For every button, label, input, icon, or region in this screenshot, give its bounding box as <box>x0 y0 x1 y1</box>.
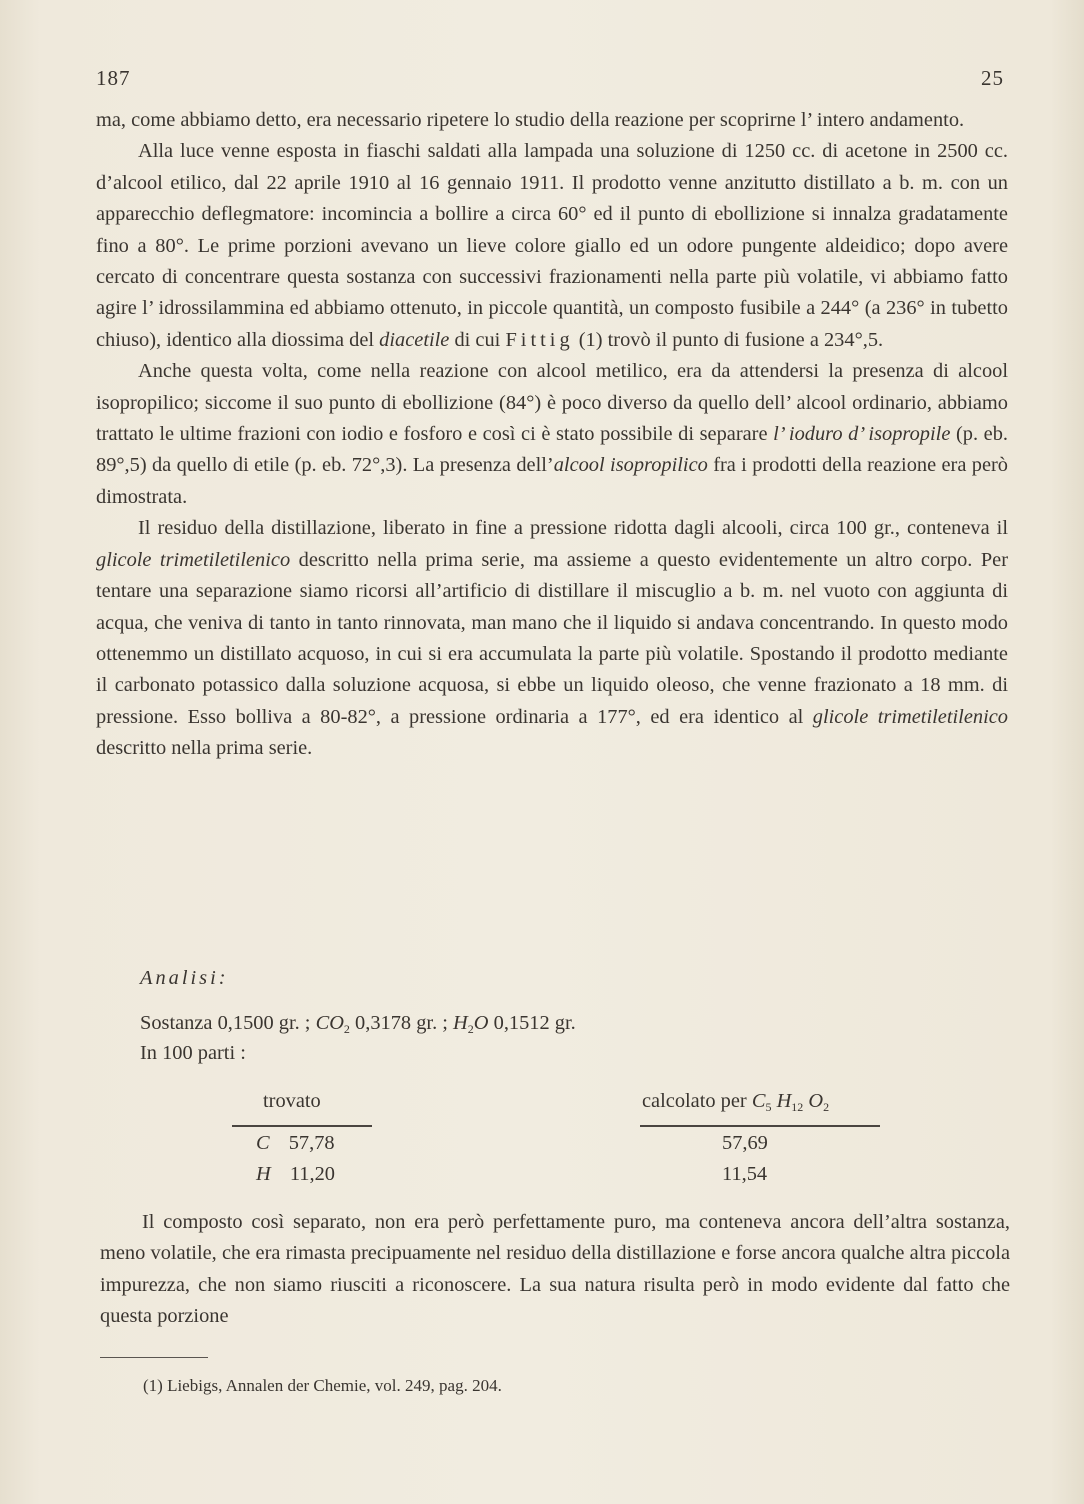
paragraph-4: Il residuo della distillazione, liberato in fine a pressione ridotta dagli alcooli, circa 100 gr., conteneva il glicole trimetiletilenico descritto nella prima serie, ma assieme a questo evidentemente un altro corpo. Per tentare una separazione siamo ricorsi all’artificio di distillare il miscuglio a b. m. nel vuoto con aggiunta di acqua, che veniva di tanto in tanto rinnovata, man mano che il liquido si andava concentrando. In questo modo ottenemmo un distillato acquoso, in cui si era accumulata la parte più volatile. Spostando il prodotto mediante il carbonato potassico dalla soluzione acquosa, si ebbe un liquido oleoso, che venne frazionato a 18 mm. di pressione. Esso bolliva a 80-82°, a pressione ordinaria a 177°, ed era identico al glicole trimetiletilenico descritto nella prima serie. <box>96 517 1008 760</box>
italic-term: glicole trimetiletilenico <box>812 705 1008 728</box>
analysis-in-100-parts: In 100 parti : <box>140 1042 246 1064</box>
table-row <box>256 1163 335 1186</box>
closing-paragraph: Il composto così separato, non era però perfettamente puro, ma conteneva ancora dell’altra sostanza, meno volatile, che era rimasta precipuamente nel residuo della distillazione e forse ancora qualche altra piccola impurezza, che non siamo riusciti a riconoscere. La sua natura risulta però in modo evidente dal fatto che questa porzione <box>100 1211 1010 1328</box>
page-number-right: 25 <box>981 66 1004 90</box>
footnote: (1) Liebigs, Annalen der Chemie, vol. 249, pag. 204. <box>143 1376 502 1395</box>
footnote-divider <box>100 1357 208 1358</box>
element-symbol: H <box>256 1163 271 1185</box>
table-rule-calculated <box>640 1125 880 1127</box>
analysis-sample-line: Sostanza 0,1500 gr. ; $CO_2$ 0,3178 gr. ; $H_2O$ 0,1512 gr. <box>140 1012 576 1036</box>
paragraph-1: ma, come abbiamo detto, era necessario ripetere lo studio della reazione per scoprirne l’ intero andamento. <box>96 109 965 131</box>
italic-term: diacetile <box>379 328 450 351</box>
calculated-value: 57,69 <box>722 1132 768 1154</box>
italic-term: glicole trimetiletilenico <box>96 548 291 571</box>
analysis-title: Analisi: <box>140 967 229 989</box>
found-value: 11,20 <box>289 1163 335 1185</box>
italic-term: alcool isopropilico <box>553 454 708 477</box>
author-name: Fittig <box>505 328 574 351</box>
table-header-calculated: calcolato per $C_5$ $H_{12}$ $O_2$ <box>642 1090 830 1114</box>
element-symbol: C <box>256 1132 270 1154</box>
italic-term: l’ ioduro d’ isopropile <box>773 423 951 446</box>
table-rule-found <box>232 1125 372 1127</box>
calculated-value: 11,54 <box>722 1163 768 1185</box>
main-text <box>96 105 1008 765</box>
paragraph-3: Anche questa volta, come nella reazione con alcool metilico, era da attendersi la presenza di alcool isopropilico; siccome il suo punto di ebollizione (84°) è poco diverso da quello dell’ alcool ordinario, abbiamo trattato le ultime frazioni con iodio e fosforo e così ci è stato possibile di separare l’ ioduro d’ isopropile (p. eb. 89°,5) da quello di etile (p. eb. 72°,3). La presenza dell’alcool isopropilico fra i prodotti della reazione era però dimostrata. <box>96 360 1008 508</box>
found-value: 57,78 <box>288 1132 335 1154</box>
table-row <box>256 1132 335 1155</box>
page-number-left: 187 <box>96 66 131 90</box>
table-header-found: trovato <box>263 1090 321 1112</box>
paragraph-2: Alla luce venne esposta in fiaschi saldati alla lampada una soluzione di 1250 cc. di acetone in 2500 cc. d’alcool etilico, dal 22 aprile 1910 al 16 gennaio 1911. Il prodotto venne anzitutto distillato a b. m. con un apparecchio deflegmatore: incomincia a bollire a circa 60° ed il punto di ebollizione si innalza gradatamente fino a 80°. Le prime porzioni avevano un lieve colore giallo ed un odore pungente aldeidico; dopo avere cercato di concentrare questa sostanza con successivi frazionamenti nella parte più volatile, vi abbiamo fatto agire l’ idrossilammina ed abbiamo ottenuto, in piccole quantità, un composto fusibile a 244° (a 236° in tubetto chiuso), identico alla diossima del diacetile di cui Fittig (1) trovò il punto di fusione a 234°,5. <box>96 140 1008 351</box>
